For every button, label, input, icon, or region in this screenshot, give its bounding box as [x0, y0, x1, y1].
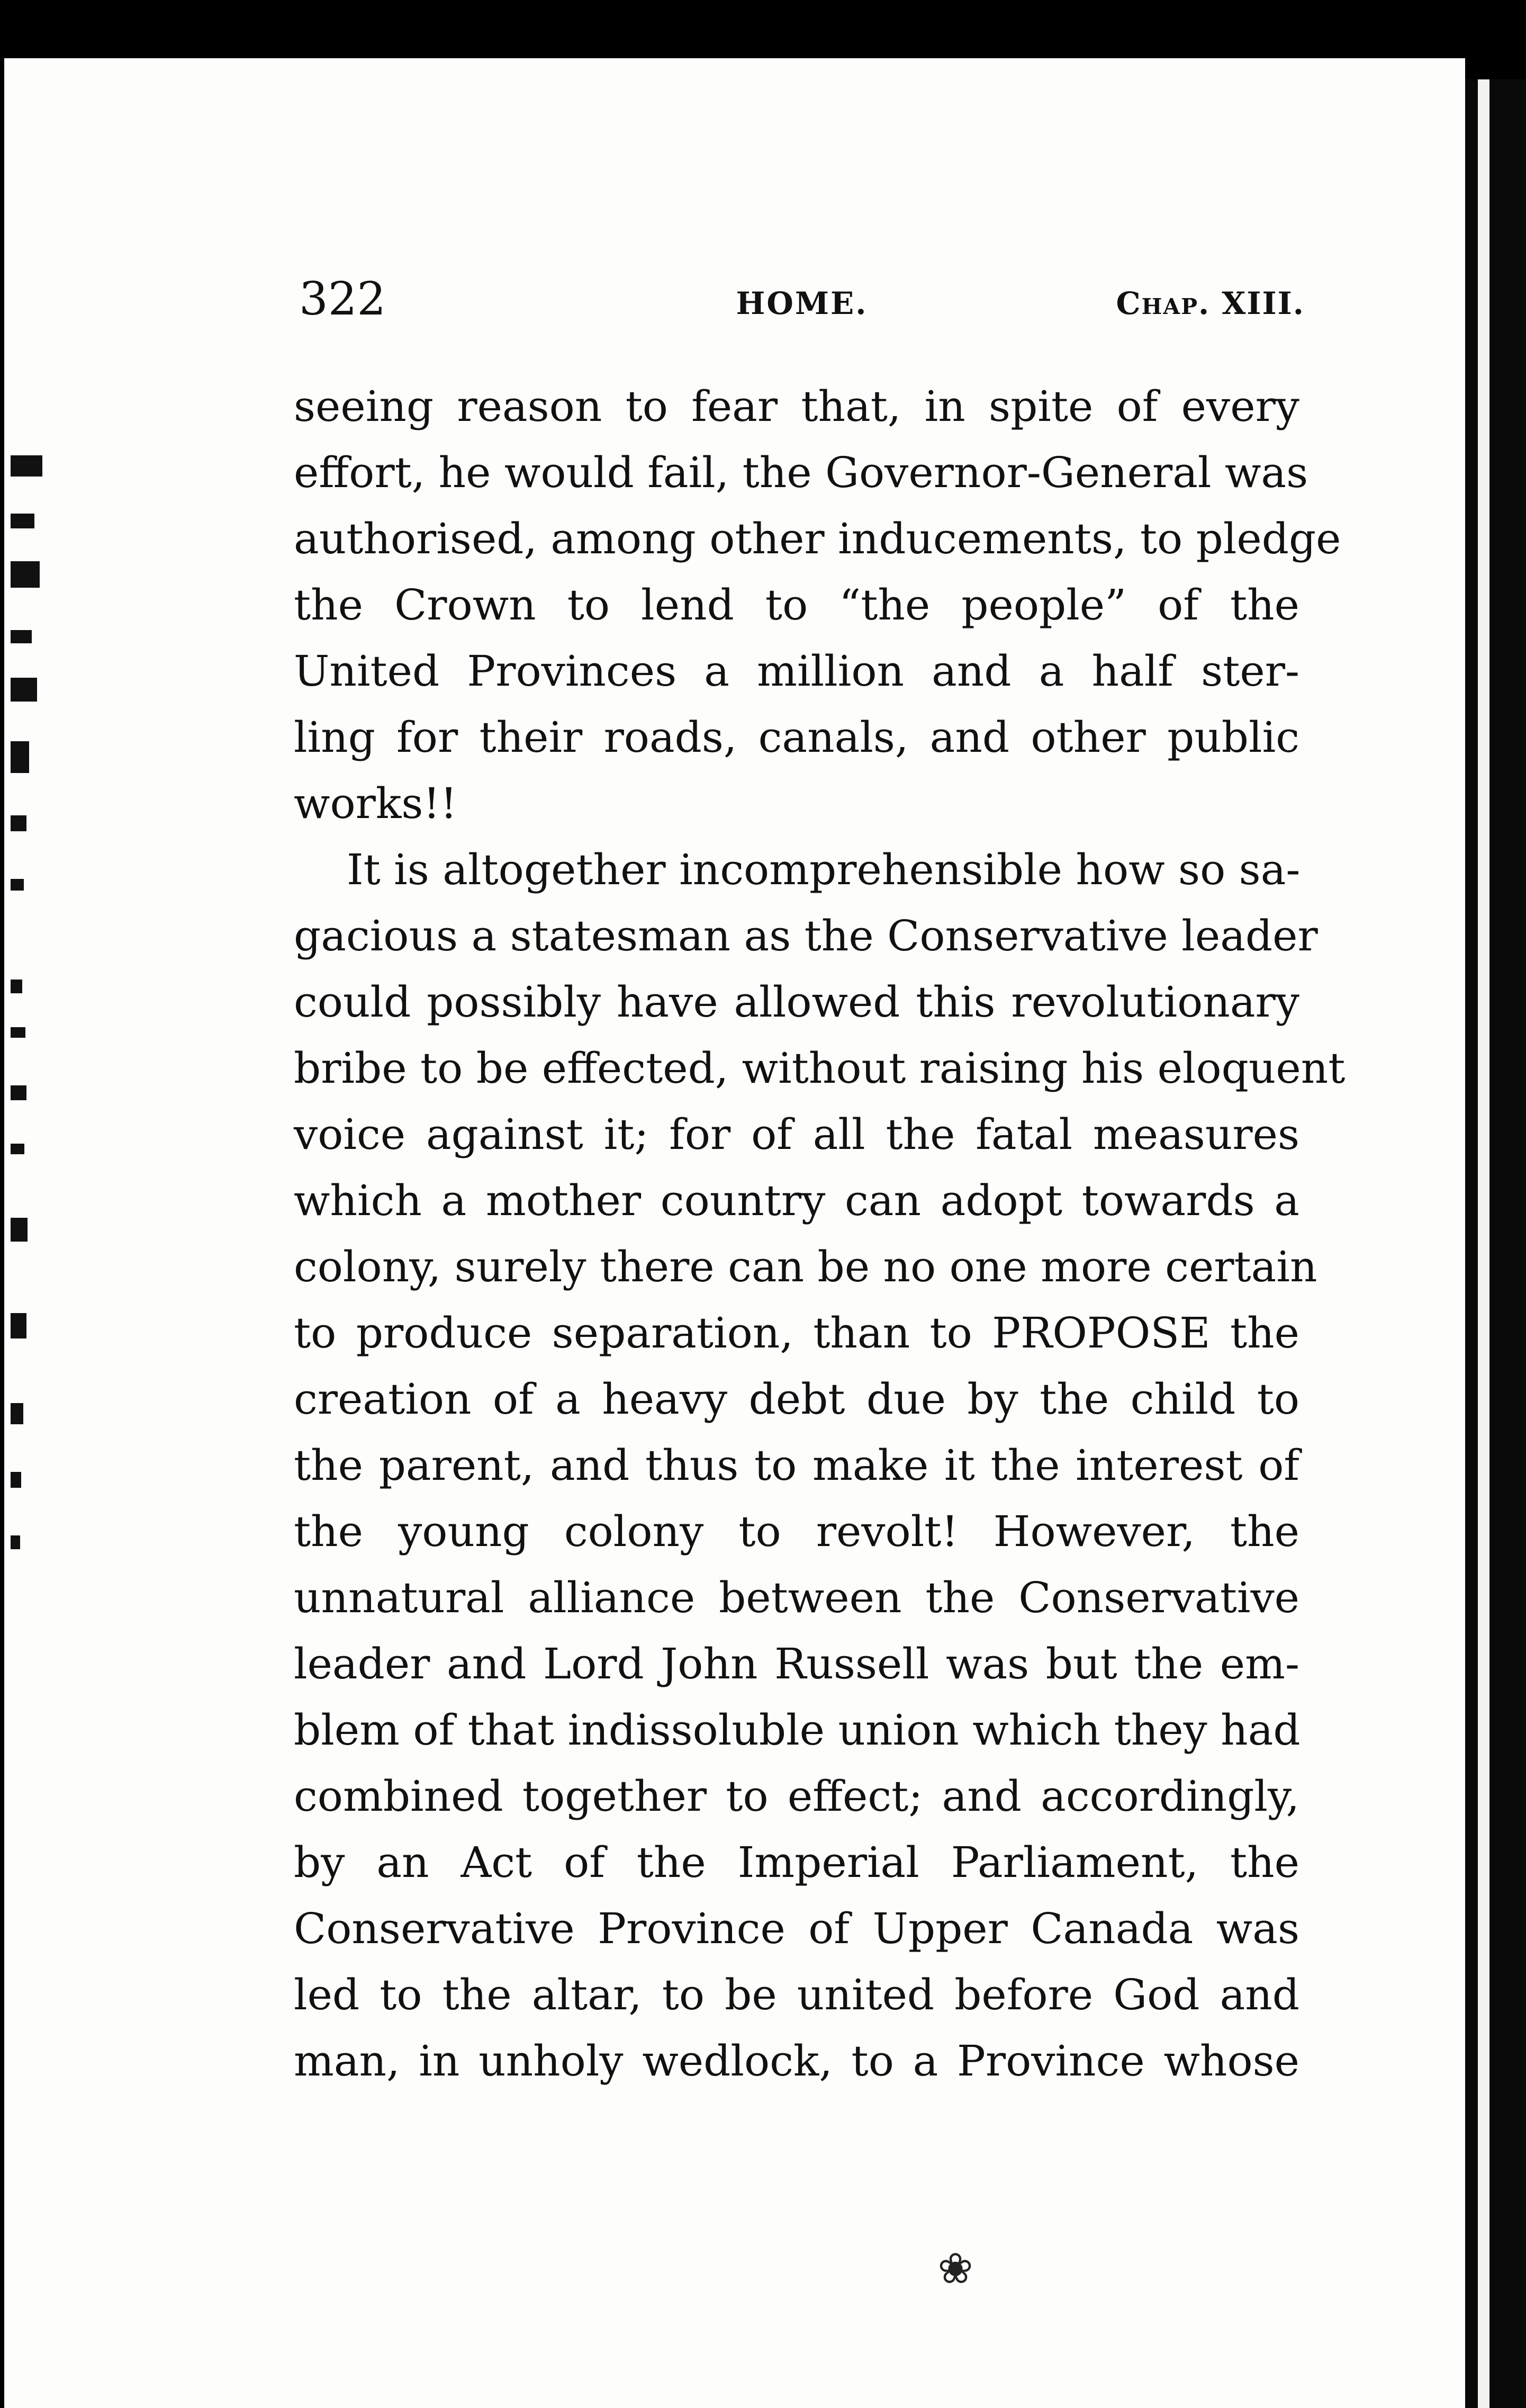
text-line: to produce separation, than to PROPOSE the: [294, 1308, 1299, 1358]
text-line: creation of a heavy debt due by the child to: [294, 1374, 1299, 1424]
text-line: led to the altar, to be united before God and: [294, 1970, 1299, 2019]
gutter-bleed-marks: [11, 455, 58, 1567]
text-line: colony, surely there can be no one more certain: [294, 1242, 1317, 1291]
text-line: seeing reason to fear that, in spite of every: [294, 382, 1299, 431]
running-header: [299, 270, 1305, 328]
text-line: It is altogether incomprehensible how so sa-: [347, 845, 1301, 894]
running-title: HOME.: [736, 285, 868, 321]
text-line: bribe to be effected, without raising his eloquent: [294, 1044, 1346, 1093]
body-text: [294, 373, 1346, 2094]
text-line: authorised, among other inducements, to pledge: [294, 514, 1341, 563]
pencil-mark-icon: ❀: [937, 2244, 973, 2293]
text-line: blem of that indissoluble union which they had: [294, 1705, 1301, 1755]
page-edge-shadow: [1465, 79, 1526, 2408]
text-line: effort, he would fail, the Governor-General was: [294, 448, 1308, 497]
text-line: man, in unholy wedlock, to a Province whose: [294, 2036, 1299, 2086]
text-line: by an Act of the Imperial Parliament, the: [294, 1838, 1299, 1887]
text-line: the young colony to revolt! However, the: [294, 1507, 1299, 1556]
text-line: which a mother country can adopt towards a: [294, 1176, 1299, 1225]
text-line: works!!: [294, 779, 457, 828]
text-line: ling for their roads, canals, and other public: [294, 713, 1299, 762]
text-line: United Provinces a million and a half ster-: [294, 646, 1299, 696]
text-line: voice against it; for of all the fatal measures: [294, 1110, 1299, 1159]
page-number: 322: [299, 273, 386, 326]
next-page-edge: [1478, 79, 1489, 2408]
text-line: could possibly have allowed this revolutionary: [294, 977, 1299, 1027]
text-line: the Crown to lend to “the people” of the: [294, 580, 1299, 630]
chapter-label: Chap. XIII.: [1116, 285, 1305, 321]
text-line: Conservative Province of Upper Canada was: [294, 1904, 1299, 1953]
text-line: combined together to effect; and accordingly,: [294, 1772, 1299, 1821]
text-line: leader and Lord John Russell was but the em-: [294, 1639, 1299, 1688]
text-line: gacious a statesman as the Conservative leader: [294, 911, 1318, 960]
text-line: unnatural alliance between the Conservative: [294, 1573, 1299, 1622]
text-line: the parent, and thus to make it the interest of: [294, 1441, 1299, 1490]
